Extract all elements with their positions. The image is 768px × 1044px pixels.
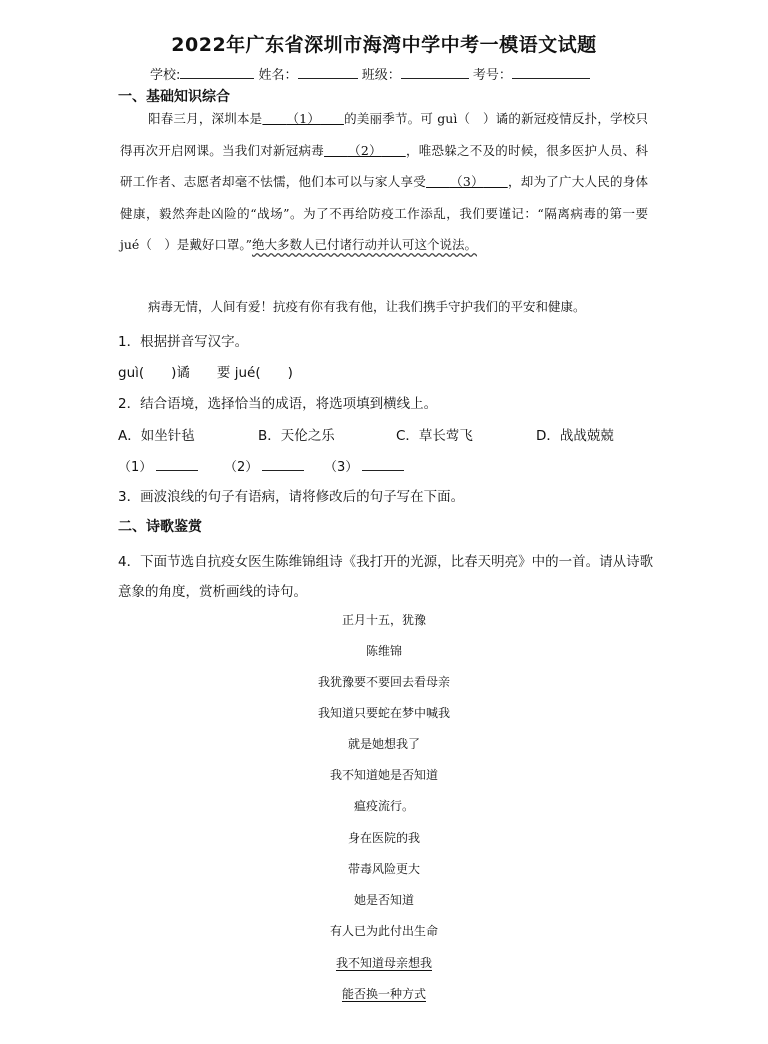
poem-line: 我知道只要蛇在梦中喊我 xyxy=(317,706,450,720)
class-field[interactable] xyxy=(401,64,469,79)
poem-line: 身在医院的我 xyxy=(347,831,420,845)
answer-blank-1[interactable]: （1） xyxy=(118,456,198,475)
section-heading-1: 一、基础知识综合 xyxy=(118,89,230,105)
exam-no-field[interactable] xyxy=(512,64,590,79)
poem-line: 瘟疫流行。 xyxy=(353,799,414,813)
option-b: B．天伦之乐 xyxy=(258,428,335,444)
exam-title: 2022年广东省深圳市海湾中学中考一模语文试题 xyxy=(171,34,597,56)
class-label: 班级： xyxy=(361,68,401,83)
section-heading-2: 二、诗歌鉴赏 xyxy=(118,519,202,535)
school-label: 学校: xyxy=(150,68,181,83)
student-info-row xyxy=(150,64,590,83)
poem-author: 陈维锦 xyxy=(365,644,402,658)
question-1: 1．根据拼音写汉字。 xyxy=(118,334,249,350)
wavy-sentence: 绝大多数人已付诸行动并认可这个说法。 xyxy=(251,237,477,253)
poem-underlined-line: 我不知道母亲想我 xyxy=(335,956,432,970)
option-d: D．战战兢兢 xyxy=(536,428,614,444)
answer-blank-2[interactable]: （2） xyxy=(224,456,304,475)
poem-underlined-line: 能否换一种方式 xyxy=(341,987,426,1001)
passage-paragraph: 阳春三月，深圳本是 （1） 的美丽季节。可 guì（ ）谲的新冠疫情反扑，学校只得再次开启网课。当我们对新冠病毒 （2） ，唯恐躲之不及的时候，很多医护人员、科研工作者、志愿者却毫不怯懦，他们本可以与家人享受 （3） ，却为了广大人民的身体健康，毅然奔赴凶险的“战场”。为了不再给防疫工作添乱，我们要谨记：“隔离病毒的第一要 jué（ ）是戴好口罩。”绝大多数人已付诸行动并认可这个说法。 xyxy=(120,111,648,253)
poem-title: 正月十五，犹豫 xyxy=(341,613,426,627)
question-4: 4．下面节选自抗疫女医生陈维锦组诗《我打开的光源，比春天明亮》中的一首。请从诗歌意象的角度，赏析画线的诗句。 xyxy=(118,554,654,600)
poem-line: 我不知道她是否知道 xyxy=(329,768,438,782)
exam-no-label: 考号： xyxy=(472,68,512,83)
option-c: C．草长莺飞 xyxy=(396,428,473,444)
question-1-pinyin: guì( )谲 要 jué( ) xyxy=(118,365,293,381)
question-2: 2．结合语境，选择恰当的成语，将选项填到横线上。 xyxy=(118,396,438,412)
poem-line: 有人已为此付出生命 xyxy=(329,924,438,938)
passage-blank-2: （2） xyxy=(347,142,382,158)
passage-blank-1: （1） xyxy=(286,111,321,126)
name-field[interactable] xyxy=(298,64,358,79)
passage-paragraph-2: 病毒无情，人间有爱！抗疫有你有我有他，让我们携手守护我们的平安和健康。 xyxy=(148,299,586,314)
answer-blank-3[interactable]: （3） xyxy=(324,456,404,475)
poem-line: 带毒风险更大 xyxy=(347,862,420,876)
poem-line: 就是她想我了 xyxy=(347,737,420,751)
option-a: A．如坐针毡 xyxy=(118,428,195,444)
poem-line: 我犹豫要不要回去看母亲 xyxy=(317,675,450,689)
school-field[interactable] xyxy=(180,64,254,79)
passage-blank-3: （3） xyxy=(449,174,484,190)
question-3: 3．画波浪线的句子有语病，请将修改后的句子写在下面。 xyxy=(118,489,465,505)
poem-line: 她是否知道 xyxy=(353,893,414,907)
name-label: 姓名： xyxy=(258,68,298,83)
